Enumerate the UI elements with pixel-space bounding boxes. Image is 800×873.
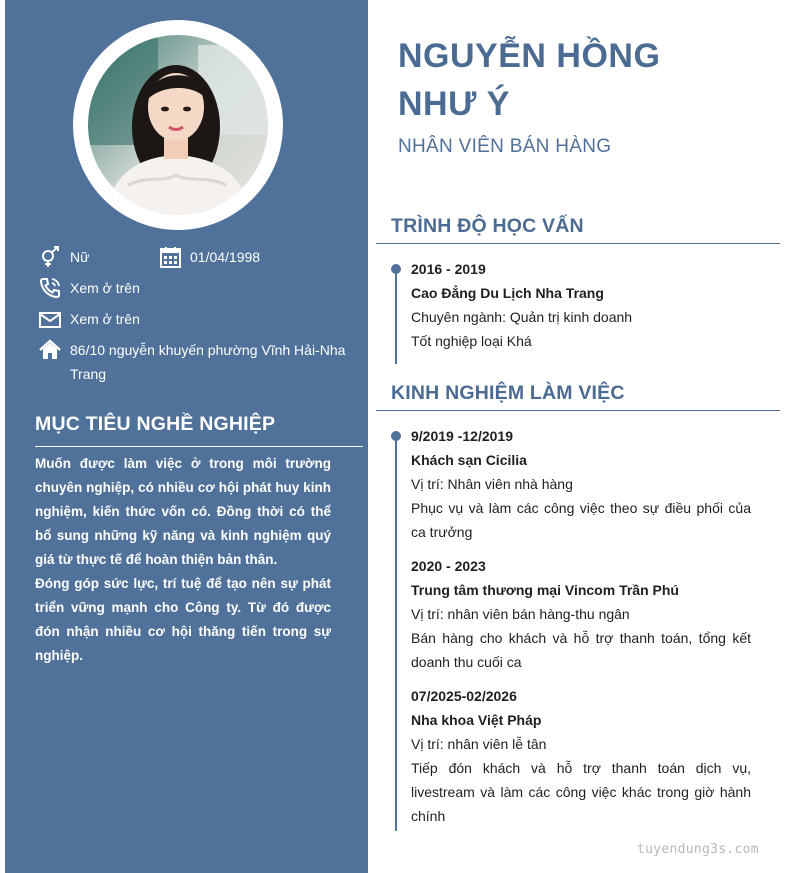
experience-heading: KINH NGHIỆM LÀM VIỆC: [391, 382, 625, 404]
job-description: Bán hàng cho khách và hỗ trợ thanh toán, tổng kết doanh thu cuối ca: [411, 630, 751, 670]
objective-paragraph: Muốn được làm việc ở trong môi trường chuyên nghiệp, có nhiều cơ hội phát huy kinh nghiệm, kiến thức vốn có. Đồng thời có thể bổ sung những kỹ năng và kinh nghiệm quý giá từ thực tế để hoàn thiện bản thân.: [35, 456, 331, 567]
experience-entry: [411, 424, 751, 544]
school-name: Cao Đẳng Du Lịch Nha Trang: [411, 285, 604, 301]
objective-heading: MỤC TIÊU NGHỀ NGHIỆP: [35, 413, 276, 435]
home-icon: [39, 339, 61, 361]
company-name: Nha khoa Việt Pháp: [411, 712, 542, 728]
education-entry: [411, 257, 751, 353]
education-period: 2016 - 2019: [411, 261, 486, 277]
experience-period: 9/2019 -12/2019: [411, 428, 513, 444]
name-line: NGUYỄN HỒNG: [398, 37, 661, 75]
position: Vị trí: nhân viên lễ tân: [411, 736, 547, 752]
gender-icon: [39, 246, 61, 268]
phone-value: Xem ở trên: [70, 280, 140, 296]
job-description: Phục vụ và làm các công việc theo sự điều phối của ca trưởng: [411, 500, 751, 540]
graduation-result: Tốt nghiệp loại Khá: [411, 333, 532, 349]
job-title: NHÂN VIÊN BÁN HÀNG: [398, 136, 612, 157]
watermark: tuyendung3s.com: [637, 842, 759, 857]
education-heading: TRÌNH ĐỘ HỌC VẤN: [391, 215, 584, 237]
position: Vị trí: Nhân viên nhà hàng: [411, 476, 573, 492]
timeline-dot: [391, 264, 401, 274]
job-description: Tiếp đón khách và hỗ trợ thanh toán dịch vụ, livestream và làm các công việc khác trong giờ hành chính: [411, 760, 751, 824]
address-value: 86/10 nguyễn khuyến phường Vĩnh Hải-Nha Trang: [70, 342, 346, 382]
experience-period: 2020 - 2023: [411, 558, 486, 574]
experience-divider: [376, 410, 780, 411]
full-name: [398, 32, 778, 128]
birthdate-value: 01/04/1998: [190, 249, 261, 265]
avatar-photo: [88, 35, 268, 215]
company-name: Khách sạn Cicilia: [411, 452, 527, 468]
position: Vị trí: nhân viên bán hàng-thu ngân: [411, 606, 630, 622]
experience-entry: [411, 554, 751, 674]
education-divider: [376, 243, 780, 244]
company-name: Trung tâm thương mại Vincom Trần Phú: [411, 582, 679, 598]
experience-timeline: [395, 435, 397, 831]
major: Chuyên ngành: Quản trị kinh doanh: [411, 309, 633, 325]
phone-icon: [39, 277, 61, 299]
avatar: [88, 35, 268, 215]
objective-divider: [35, 446, 363, 447]
gender-value: Nữ: [70, 249, 90, 265]
experience-period: 07/2025-02/2026: [411, 688, 517, 704]
name-line: NHƯ Ý: [398, 85, 510, 123]
email-value: Xem ở trên: [70, 311, 140, 327]
experience-entry: [411, 684, 751, 828]
email-icon: [39, 309, 61, 331]
objective-text: [35, 452, 331, 668]
calendar-icon: [160, 246, 182, 268]
education-timeline: [395, 268, 397, 364]
objective-paragraph: Đóng góp sức lực, trí tuệ để tạo nên sự phát triển vững mạnh cho Công ty. Từ đó được đón nhận nhiều cơ hội thăng tiến trong sự nghiệp.: [35, 576, 331, 663]
timeline-dot: [391, 431, 401, 441]
